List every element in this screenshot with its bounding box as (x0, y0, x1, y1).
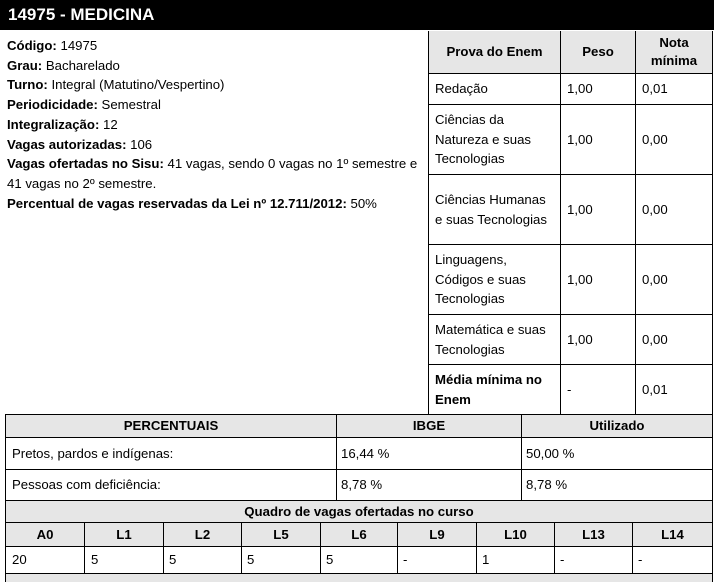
quadro-col-header: L5 (273, 526, 289, 542)
quadro-col-header: L9 (429, 526, 445, 542)
info-grau: Grau: Bacharelado (7, 57, 120, 73)
percentuais-row-utilizado: 8,78 % (526, 477, 568, 493)
info-periodicidade: Periodicidade: Semestral (7, 97, 161, 113)
quadro-value: 1 (482, 552, 490, 568)
enem-row-peso: 1,00 (567, 201, 593, 217)
enem-header-prova: Prova do Enem (446, 44, 543, 60)
quadro-value: 5 (247, 552, 255, 568)
utilizado-header: Utilizado (589, 418, 645, 434)
percentuais-row-ibge: 16,44 % (341, 445, 390, 461)
enem-row-peso: 1,00 (567, 271, 593, 287)
quadro-col-header: L13 (582, 526, 605, 542)
enem-row-nota: 0,00 (642, 271, 668, 287)
quadro-col-header: L6 (351, 526, 367, 542)
enem-row-prova: Ciências da Natureza e suas Tecnologias (435, 111, 532, 167)
quadro-col-header: L1 (116, 526, 132, 542)
info-codigo: Código: 14975 (7, 38, 98, 53)
quadro-col-header: L2 (194, 526, 211, 542)
percentuais-row-ibge: 8,78 % (341, 477, 383, 493)
quadro-col-header: L10 (504, 526, 527, 542)
info-integralizacao: Integralização: 12 (7, 116, 118, 132)
enem-media-nota: 0,01 (642, 381, 668, 397)
percentuais-row-utilizado: 50,00 % (526, 445, 575, 461)
enem-row-nota: 0,00 (642, 201, 668, 217)
enem-header-peso: Peso (582, 44, 614, 60)
info-percentual-lei: Percentual de vagas reservadas da Lei nº 12.711/2012: 50% (7, 195, 377, 211)
enem-row-nota: 0,00 (642, 131, 668, 147)
percentuais-header: PERCENTUAIS (123, 418, 219, 434)
enem-row-prova: Matemática e suas Tecnologias (435, 321, 546, 357)
ibge-header: IBGE (412, 418, 446, 434)
quadro-value: 5 (91, 552, 99, 568)
quadro-value: - (403, 552, 408, 568)
enem-header-nota: Nota mínima (650, 35, 698, 68)
enem-media-label: Média mínima no Enem (435, 371, 542, 407)
enem-row-nota: 0,00 (642, 331, 668, 347)
enem-media-peso: - (567, 381, 572, 397)
quadro-title: Quadro de vagas ofertadas no curso (244, 503, 474, 519)
enem-row-peso: 1,00 (567, 131, 593, 147)
enem-row-prova: Redação (435, 81, 488, 97)
quadro-value: 5 (326, 552, 334, 568)
quadro-value: - (560, 552, 565, 568)
enem-row-peso: 1,00 (567, 331, 593, 347)
percentuais-row-label: Pretos, pardos e indígenas: (12, 445, 174, 461)
enem-row-nota: 0,01 (642, 81, 668, 97)
enem-row-peso: 1,00 (567, 81, 593, 97)
info-turno: Turno: Integral (Matutino/Vespertino) (7, 77, 225, 93)
enem-row-prova: Linguagens, Códigos e suas Tecnologias (435, 251, 526, 307)
quadro-value: - (638, 552, 643, 568)
course-title: 14975 - MEDICINA (0, 0, 714, 30)
info-vagas-autorizadas: Vagas autorizadas: 106 (7, 136, 153, 152)
quadro-value: 5 (169, 552, 177, 568)
enem-row-prova: Ciências Humanas e suas Tecnologias (435, 191, 547, 227)
percentuais-row-label: Pessoas com deficiência: (12, 477, 161, 493)
quadro-col-header: L14 (661, 526, 684, 542)
info-vagas-sisu: Vagas ofertadas no Sisu: 41 vagas, sendo 0 vagas no 1º semestre e 41 vagas no 2º semestre. (7, 156, 418, 191)
quadro-value: 20 (12, 552, 27, 568)
quadro-col-header: A0 (36, 526, 54, 542)
